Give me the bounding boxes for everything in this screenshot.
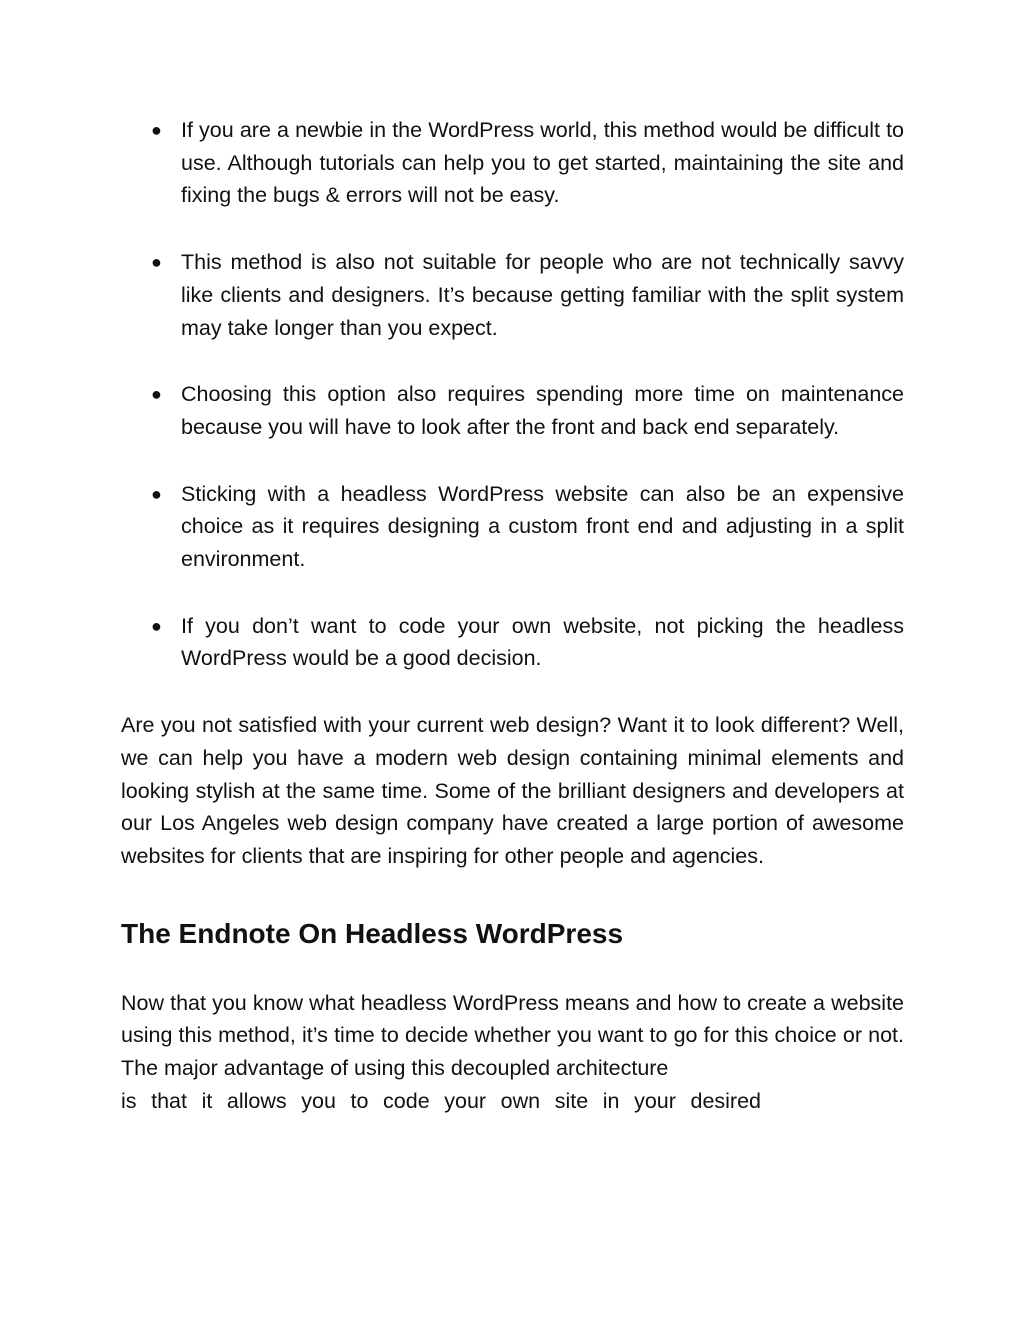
bullet-icon: ● [151,120,162,140]
bullet-text: If you don’t want to code your own website, not picking the headless WordPress would be a good decision. [181,613,904,671]
intro-paragraph: Are you not satisfied with your current web design? Want it to look different? Well, we can help you have a modern web design containing minimal elements and looking stylish at the same time. Some of the brilliant designers and developers at our Los Angeles web design company have created a large portion of awesome websites for clients that are inspiring for other people and agencies. [121,713,904,868]
endnote-paragraph [121,987,904,1118]
bullet-item [121,478,904,576]
bullet-item [121,610,904,675]
endnote-text: Now that you know what headless WordPress means and how to create a website using this method, it’s time to decide whether you want to go for this choice or not. The major advantage of using this decoupled architecture [121,990,904,1081]
bullet-item [121,246,904,344]
bullet-item [121,378,904,443]
section-heading: The Endnote On Headless WordPress [121,917,624,949]
bullet-item [121,114,904,212]
endnote-last-line: is that it allows you to code your own site in your desired [121,1088,761,1113]
bullet-list [121,114,904,675]
bullet-text: Sticking with a headless WordPress website can also be an expensive choice as it requires designing a custom front end and adjusting in a split environment. [181,481,904,572]
bullet-icon: ● [151,384,162,405]
bullet-text: This method is also not suitable for people who are not technically savvy like clients and designers. It’s because getting familiar with the split system may take longer than you expect. [181,250,904,340]
bullet-icon: ● [151,252,162,273]
bullet-text: Choosing this option also requires spending more time on maintenance because you will have to look after the front and back end separately. [181,382,904,439]
bullet-text: If you are a newbie in the WordPress world, this method would be difficult to use. Although tutorials can help you to get started, maintaining the site and fixing the bugs & errors will not be easy. [181,118,904,208]
bullet-icon: ● [151,483,162,504]
document-page [121,114,904,1117]
bullet-icon: ● [151,615,162,636]
